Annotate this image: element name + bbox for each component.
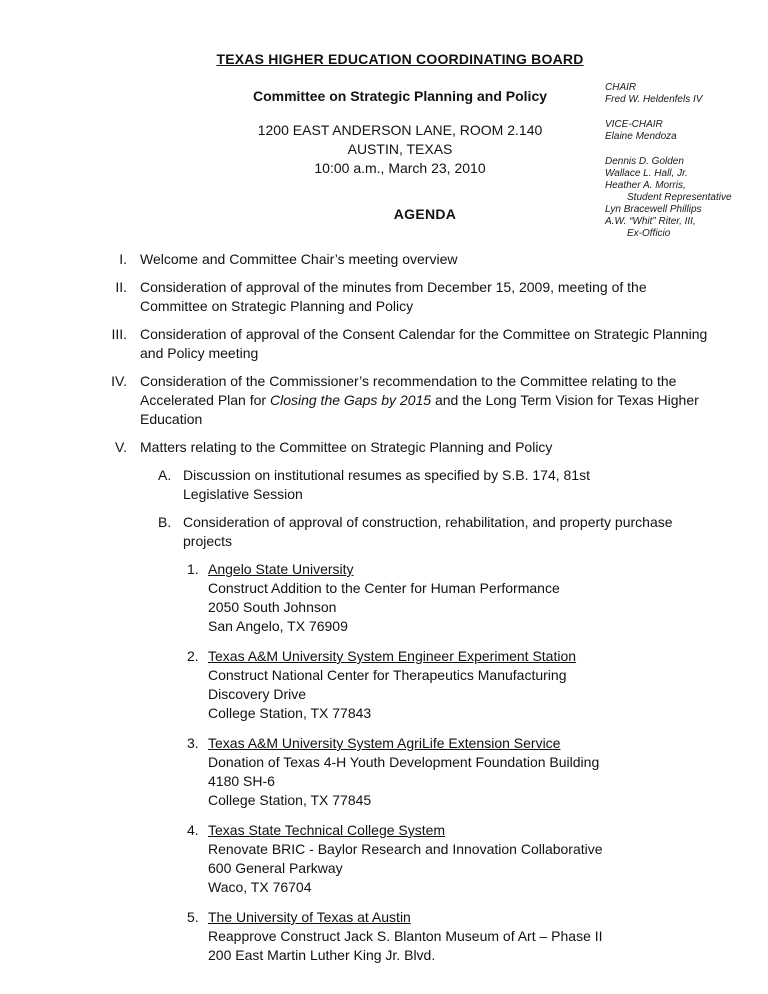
committee-name: Committee on Strategic Planning and Policy (252, 88, 548, 104)
text-line: Legislative Session (183, 486, 303, 502)
spacer (605, 106, 765, 119)
sub-item-text (183, 466, 590, 504)
project-line: 200 East Martin Luther King Jr. Blvd. (208, 947, 436, 963)
text-line: projects (183, 533, 233, 549)
city-line: AUSTIN, TEXAS (347, 141, 453, 157)
spacer (605, 143, 765, 156)
project-line: College Station, TX 77845 (208, 792, 372, 808)
project-text (208, 821, 603, 897)
member-role: Student Representative (627, 192, 732, 203)
text-line: Consideration of approval of the minutes from December 15, 2009, meeting of the (140, 279, 647, 295)
project-line: College Station, TX 77843 (208, 705, 372, 721)
text-line: Committee on Strategic Planning and Policy (140, 298, 414, 314)
item-text (127, 372, 699, 429)
agenda-item-i (0, 250, 768, 269)
project-line: Donation of Texas 4-H Youth Development Foundation Building (208, 754, 600, 770)
item-numeral: V. (115, 439, 127, 455)
project-item-1 (187, 560, 768, 636)
member-name: Lyn Bracewell Phillips (605, 204, 702, 215)
chair-label: CHAIR (605, 82, 637, 93)
member-name: Dennis D. Golden (605, 156, 684, 167)
project-number: 5. (187, 909, 199, 925)
text-line: Education (140, 411, 203, 427)
agenda-item-v (0, 438, 768, 457)
agenda-list (0, 250, 768, 976)
sub-item-letter: B. (158, 514, 172, 530)
item-text (127, 325, 707, 363)
sub-item-a (158, 466, 768, 504)
project-number: 1. (187, 561, 199, 577)
vice-chair-name: Elaine Mendoza (605, 131, 677, 142)
agenda-heading: AGENDA (393, 206, 457, 222)
address-line: 1200 EAST ANDERSON LANE, ROOM 2.140 (257, 122, 543, 138)
doc-title: TEXAS HIGHER EDUCATION COORDINATING BOARD (216, 51, 584, 67)
institution-name: Angelo State University (208, 561, 354, 577)
text-line: and Policy meeting (140, 345, 259, 361)
datetime-line: 10:00 a.m., March 23, 2010 (314, 160, 486, 176)
item-numeral: IV. (111, 373, 127, 389)
project-text (208, 647, 576, 723)
institution-name: The University of Texas at Austin (208, 909, 411, 925)
item-numeral: I. (119, 251, 127, 267)
text-segment: Accelerated Plan for (140, 392, 270, 408)
project-item-4 (187, 821, 768, 897)
project-text (208, 560, 560, 636)
project-number: 2. (187, 648, 199, 664)
agenda-item-iii (0, 325, 768, 363)
text-line: Consideration of approval of the Consent Calendar for the Committee on Strategic Planning (140, 326, 708, 342)
text-line: Consideration of the Commissioner’s recommendation to the Committee relating to the (140, 373, 677, 389)
project-item-2 (187, 647, 768, 723)
item-text: Welcome and Committee Chair’s meeting overview (140, 251, 458, 267)
project-line: Renovate BRIC - Baylor Research and Innovation Collaborative (208, 841, 603, 857)
text-line: Consideration of approval of construction, rehabilitation, and property purchase (183, 514, 673, 530)
institution-name: Texas A&M University System AgriLife Extension Service (208, 735, 561, 751)
project-item-3 (187, 734, 768, 810)
board-members-panel (605, 82, 765, 240)
sub-item-text (183, 513, 673, 551)
project-line: Waco, TX 76704 (208, 879, 312, 895)
project-text (208, 908, 603, 965)
member-role: Ex-Officio (627, 228, 671, 239)
text-segment: and the Long Term Vision for Texas Higher (431, 392, 699, 408)
project-line: 600 General Parkway (208, 860, 343, 876)
member-name: Heather A. Morris, (605, 180, 686, 191)
project-line: Construct Addition to the Center for Human Performance (208, 580, 560, 596)
project-line: 2050 South Johnson (208, 599, 337, 615)
project-number: 3. (187, 735, 199, 751)
project-line: San Angelo, TX 76909 (208, 618, 348, 634)
text-line: Discussion on institutional resumes as specified by S.B. 174, 81st (183, 467, 590, 483)
institution-name: Texas State Technical College System (208, 822, 446, 838)
item-numeral: II. (115, 279, 127, 295)
project-line: 4180 SH-6 (208, 773, 275, 789)
agenda-item-ii (0, 278, 768, 316)
italic-title-segment: Closing the Gaps by 2015 (269, 392, 432, 408)
sub-item-letter: A. (158, 467, 172, 483)
project-item-5 (187, 908, 768, 965)
vice-chair-label: VICE-CHAIR (605, 119, 663, 130)
project-line: Construct National Center for Therapeutics Manufacturing (208, 667, 567, 683)
project-line: Discovery Drive (208, 686, 307, 702)
item-text (127, 278, 647, 316)
member-name: Wallace L. Hall, Jr. (605, 168, 688, 179)
project-number: 4. (187, 822, 199, 838)
item-numeral: III. (111, 326, 127, 342)
text-line (140, 391, 699, 410)
chair-name: Fred W. Heldenfels IV (605, 94, 703, 105)
project-text (208, 734, 599, 810)
sub-item-b (158, 513, 768, 551)
agenda-item-iv (0, 372, 768, 429)
project-line: Reapprove Construct Jack S. Blanton Museum of Art – Phase II (208, 928, 603, 944)
item-text: Matters relating to the Committee on Strategic Planning and Policy (140, 439, 553, 455)
institution-name: Texas A&M University System Engineer Experiment Station (208, 648, 577, 664)
member-name: A.W. “Whit” Riter, III, (605, 216, 696, 227)
